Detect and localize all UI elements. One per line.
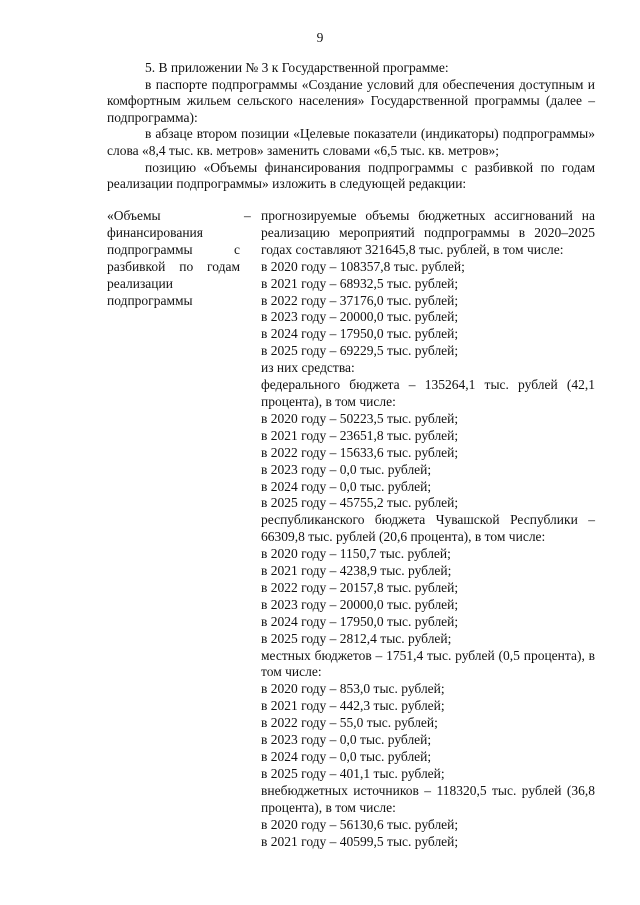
financing-line: в 2020 году – 56130,6 тыс. рублей; xyxy=(261,816,459,832)
financing-line: в 2025 году – 45755,2 тыс. рублей; xyxy=(261,495,459,511)
page-number: 9 xyxy=(316,30,324,45)
financing-line: в 2022 году – 37176,0 тыс. рублей; xyxy=(261,292,459,308)
financing-line: в 2022 году – 20157,8 тыс. рублей; xyxy=(261,579,459,595)
financing-line: в 2025 году – 69229,5 тыс. рублей; xyxy=(261,343,459,359)
financing-line: в 2023 году – 0,0 тыс. рублей; xyxy=(261,461,432,477)
financing-line: в 2024 году – 0,0 тыс. рублей; xyxy=(261,749,432,764)
financing-line: в 2021 году – 40599,5 тыс. рублей; xyxy=(261,833,459,849)
financing-line: республиканского бюджета Чувашской Республики – 66309,8 тыс. рублей (20,6 процента), в том числе: xyxy=(261,512,595,545)
financing-line: в 2021 году – 442,3 тыс. рублей; xyxy=(261,698,445,714)
financing-line: в 2023 году – 20000,0 тыс. рублей; xyxy=(261,596,459,612)
financing-line: в 2025 году – 401,1 тыс. рублей; xyxy=(261,765,445,781)
financing-line: местных бюджетов – 1751,4 тыс. рублей (0,5 процента), в том числе: xyxy=(261,647,595,680)
financing-line: в 2020 году – 853,0 тыс. рублей; xyxy=(261,681,445,697)
financing-line: прогнозируемые объемы бюджетных ассигнований на реализацию мероприятий подпрограммы в 2020–2025 годах составляют 321645,8 тыс. рублей, в том числе: xyxy=(261,208,595,257)
financing-line: в 2022 году – 15633,6 тыс. рублей; xyxy=(261,444,459,460)
intro-paragraph: в паспорте подпрограммы «Создание условий для обеспечения доступным и комфортным жильем сельского населения» Государственной программы (далее – подпрограмма): xyxy=(107,76,595,125)
financing-line: в 2022 году – 55,0 тыс. рублей; xyxy=(261,715,438,731)
intro-section xyxy=(107,60,595,193)
entry-label: «Объемы финансирования подпрограммы с разбивкой по годам реализации подпрограммы xyxy=(107,208,240,308)
financing-line: в 2021 году – 68932,5 тыс. рублей; xyxy=(261,275,459,291)
intro-paragraph: 5. В приложении № 3 к Государственной программе: xyxy=(145,60,449,75)
financing-line: в 2023 году – 20000,0 тыс. рублей; xyxy=(261,309,459,325)
financing-line: в 2024 году – 0,0 тыс. рублей; xyxy=(261,478,432,494)
financing-line: в 2025 году – 2812,4 тыс. рублей; xyxy=(261,630,452,646)
financing-line: в 2024 году – 17950,0 тыс. рублей; xyxy=(261,613,459,629)
financing-line: из них средства: xyxy=(261,360,355,376)
entry-dash: – xyxy=(244,208,251,223)
financing-line: внебюджетных источников – 118320,5 тыс. рублей (36,8 процента), в том числе: xyxy=(261,782,595,815)
financing-line: в 2020 году – 1150,7 тыс. рублей; xyxy=(261,546,451,562)
financing-line: федерального бюджета – 135264,1 тыс. рублей (42,1 процента), в том числе: xyxy=(261,377,595,409)
intro-paragraph: в абзаце втором позиции «Целевые показатели (индикаторы) подпрограммы» слова «8,4 тыс. кв. метров» заменить словами «6,5 тыс. кв. метров»; xyxy=(107,126,595,158)
financing-line: в 2021 году – 23651,8 тыс. рублей; xyxy=(261,427,459,443)
entry-content xyxy=(261,208,595,850)
financing-line: в 2024 году – 17950,0 тыс. рублей; xyxy=(261,326,459,342)
financing-line: в 2020 году – 50223,5 тыс. рублей; xyxy=(261,410,459,426)
financing-line: в 2021 году – 4238,9 тыс. рублей; xyxy=(261,563,452,579)
financing-line: в 2020 году – 108357,8 тыс. рублей; xyxy=(261,258,465,274)
intro-paragraph: позицию «Объемы финансирования подпрограммы с разбивкой по годам реализации подпрограммы» изложить в следующей редакции: xyxy=(107,159,595,192)
financing-line: в 2023 году – 0,0 тыс. рублей; xyxy=(261,732,432,748)
